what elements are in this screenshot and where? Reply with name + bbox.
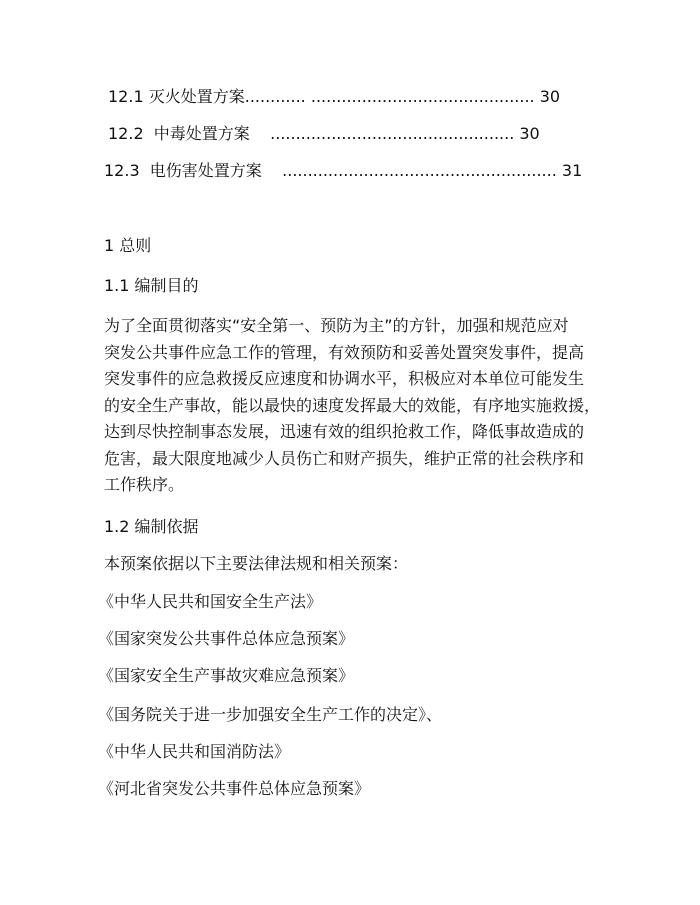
toc-title: 电伤害处置方案 xyxy=(149,161,262,180)
toc-leader: ............ ............................................ xyxy=(244,87,535,106)
toc-entry[interactable] xyxy=(104,161,582,181)
basis-item: 《中华人民共和国安全生产法》 xyxy=(98,592,323,611)
basis-item: 《国家安全生产事故灾难应急预案》 xyxy=(98,666,355,685)
paragraph-line: 突发事件的应急救援反应速度和协调水平，积极应对本单位可能发生 xyxy=(104,369,585,388)
toc-page-number: 30 xyxy=(519,124,540,143)
toc-page-number: 31 xyxy=(561,161,583,180)
toc-number: 12.1 xyxy=(108,87,144,106)
paragraph-line: 为了全面贯彻落实“安全第一、预防为主”的方针，加强和规范应对 xyxy=(104,316,569,335)
toc-number: 12.3 xyxy=(104,161,140,180)
basis-item: 《国务院关于进一步加强安全生产工作的决定》、 xyxy=(98,705,443,724)
subsection-heading: 1.1 编制目的 xyxy=(104,276,199,295)
paragraph-line: 的安全生产事故，能以最快的速度发挥最大的效能，有序地实施救援， xyxy=(104,395,601,415)
purpose-paragraph xyxy=(104,313,624,499)
toc-page-number: 30 xyxy=(539,87,561,106)
paragraph-line: 突发公共事件应急工作的管理，有效预防和妥善处置突发事件，提高 xyxy=(104,342,585,362)
basis-item: 《河北省突发公共事件总体应急预案》 xyxy=(98,779,371,798)
basis-item: 《中华人民共和国消防法》 xyxy=(98,742,291,761)
toc-title: 中毒处置方案 xyxy=(153,124,250,143)
paragraph-line: 工作秩序。 xyxy=(104,475,185,494)
toc-leader: ................................................ xyxy=(270,124,515,143)
toc-title: 灭火处置方案 xyxy=(148,87,245,106)
basis-intro: 本预案依据以下主要法律法规和相关预案： xyxy=(104,554,409,573)
toc-number: 12.2 xyxy=(108,124,144,143)
paragraph-line: 危害，最大限度地减少人员伤亡和财产损失，维护正常的社会秩序和 xyxy=(104,448,585,468)
toc-leader: ...................................................... xyxy=(282,161,557,180)
paragraph-line: 达到尽快控制事态发展，迅速有效的组织抢救工作，降低事故造成的 xyxy=(104,422,585,441)
toc-entry[interactable] xyxy=(108,124,540,144)
toc-entry[interactable] xyxy=(108,87,560,107)
basis-item: 《国家突发公共事件总体应急预案》 xyxy=(98,629,355,648)
subsection-heading: 1.2 编制依据 xyxy=(104,517,199,536)
section-heading: 1 总则 xyxy=(104,236,152,255)
